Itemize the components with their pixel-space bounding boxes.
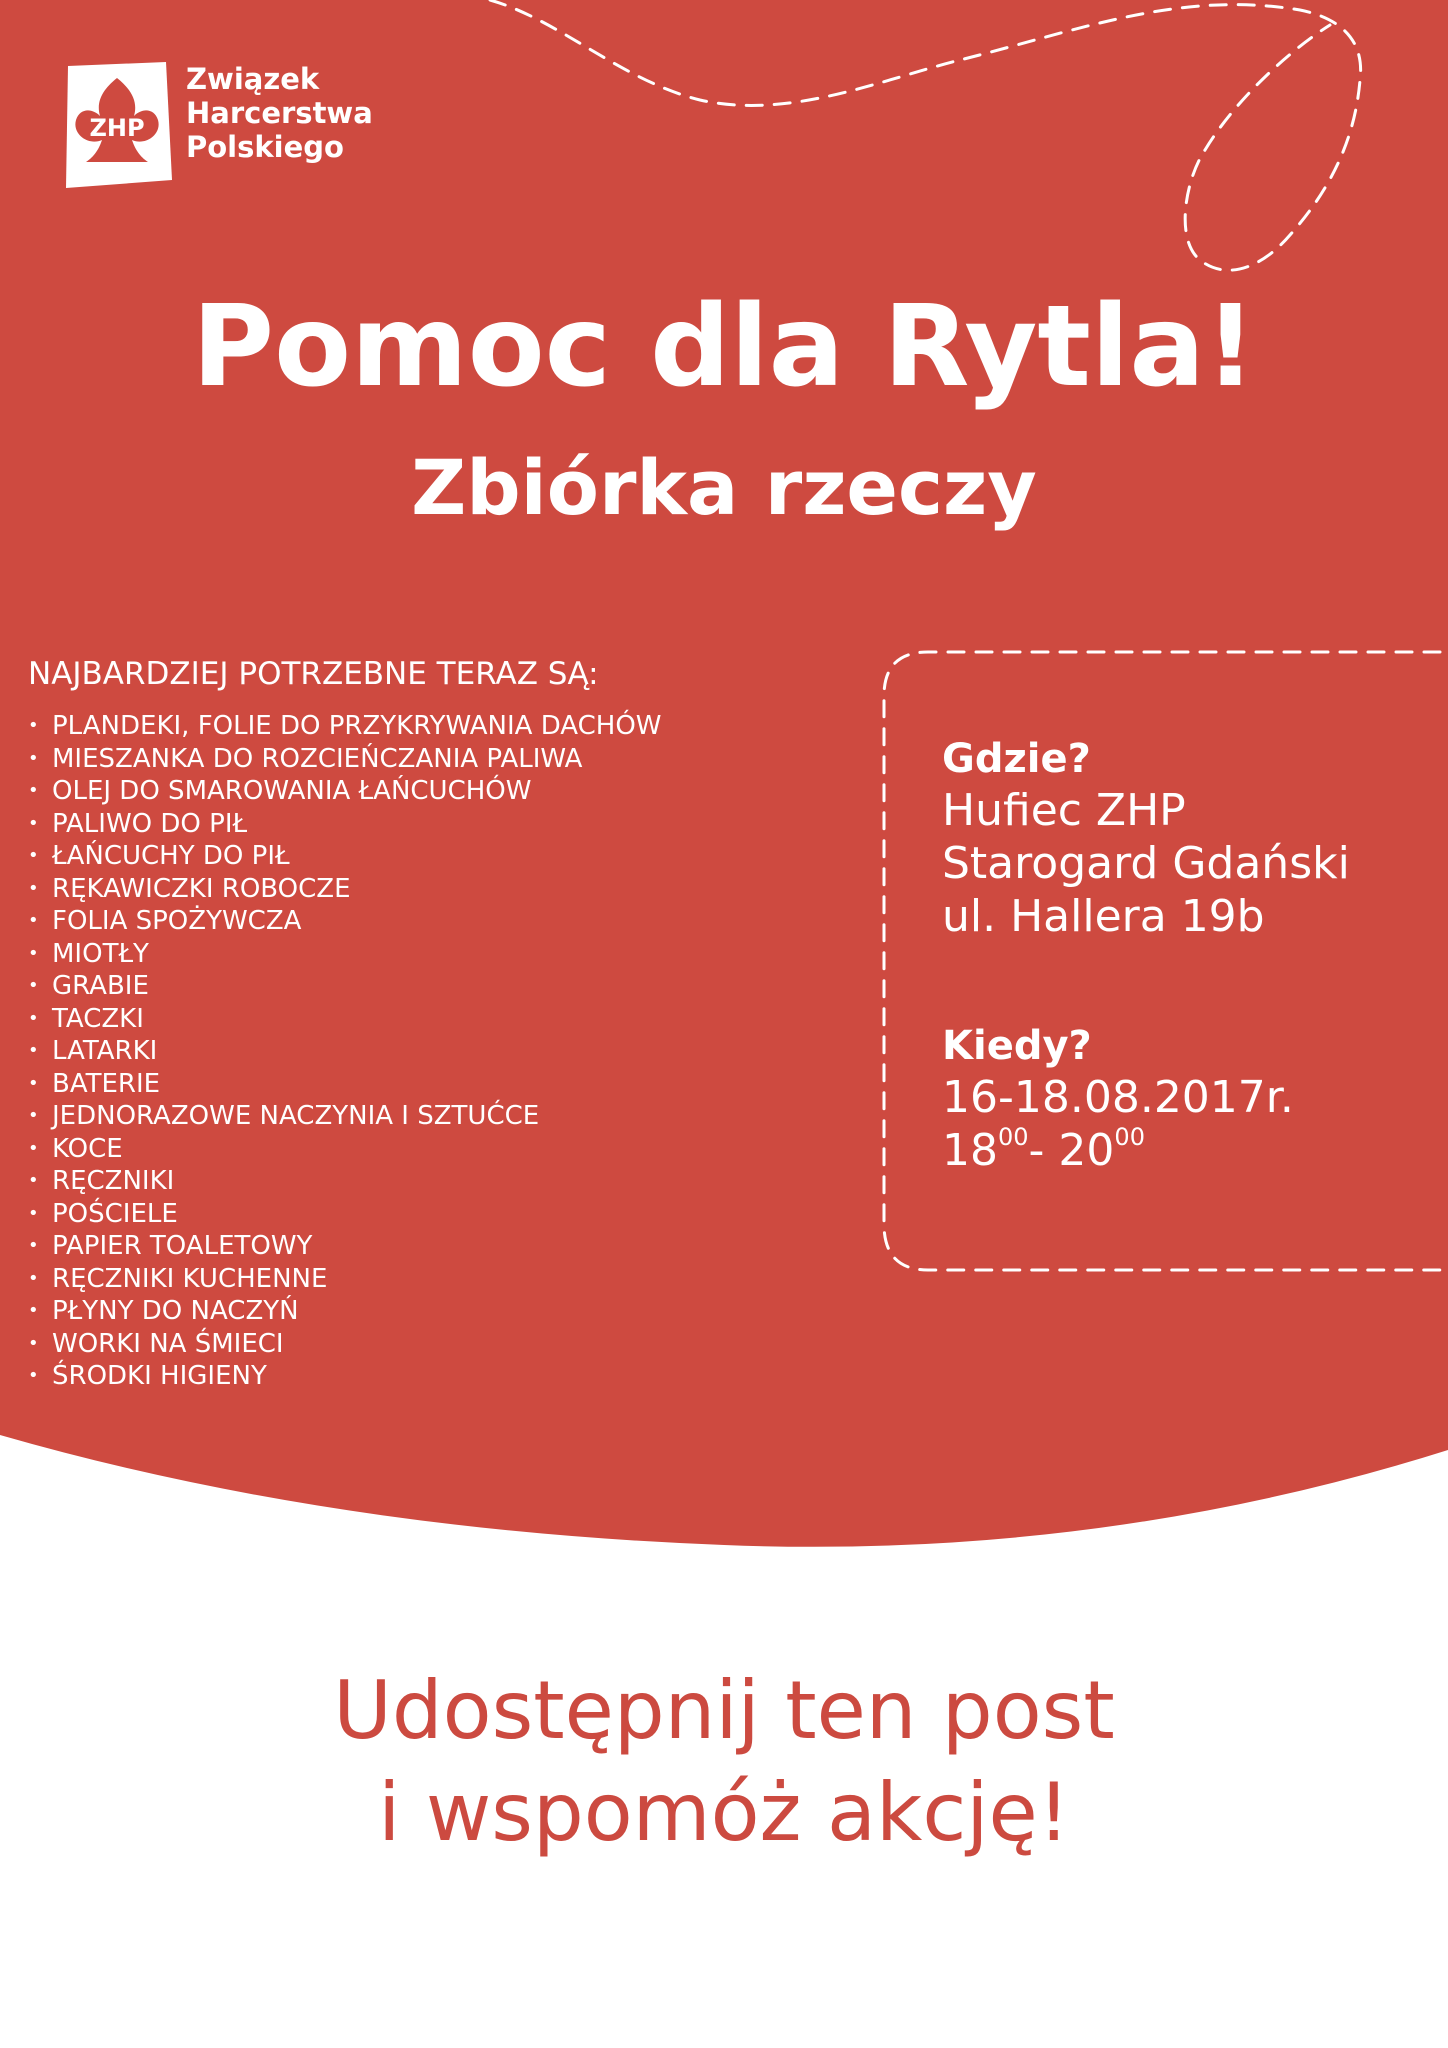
zhp-logo — [62, 62, 422, 192]
logo-line-2: Harcerstwa — [186, 96, 373, 130]
list-item: • LATARKI — [28, 1035, 662, 1068]
list-item: • RĘCZNIKI KUCHENNE — [28, 1263, 662, 1296]
where-label: Gdzie? — [942, 736, 1091, 782]
list-item: • TACZKI — [28, 1003, 662, 1036]
list-item: • KOCE — [28, 1133, 662, 1166]
cta-line-2: i wspomóż akcję! — [378, 1766, 1070, 1859]
svg-text:ZHP: ZHP — [89, 114, 145, 142]
info-box — [868, 648, 1448, 1276]
time-start-min: 00 — [998, 1123, 1029, 1151]
when-label: Kiedy? — [942, 1023, 1092, 1069]
logo-line-3: Polskiego — [186, 130, 344, 164]
needs-list — [28, 710, 662, 1393]
page-subtitle: Zbiórka rzeczy — [411, 443, 1037, 532]
list-item: • JEDNORAZOWE NACZYNIA I SZTUĆCE — [28, 1100, 662, 1133]
time-start-hour: 18 — [942, 1125, 998, 1176]
list-item: • PAPIER TOALETOWY — [28, 1230, 662, 1263]
where-line-1: Hufiec ZHP — [942, 785, 1186, 836]
time-separator: - — [1028, 1125, 1059, 1176]
list-item: • GRABIE — [28, 970, 662, 1003]
where-line-3: ul. Hallera 19b — [942, 891, 1265, 942]
fleur-de-lis-zhp-icon — [62, 62, 172, 190]
event-date: 16-18.08.2017r. — [942, 1072, 1294, 1123]
logo-line-1: Związek — [186, 62, 320, 96]
time-end-min: 00 — [1114, 1123, 1145, 1151]
list-item: • MIESZANKA DO ROZCIEŃCZANIA PALIWA — [28, 743, 662, 776]
info-text — [942, 734, 1350, 1177]
list-item: • BATERIE — [28, 1068, 662, 1101]
list-item: • ŁAŃCUCHY DO PIŁ — [28, 840, 662, 873]
logo-text — [186, 62, 373, 164]
list-item: • MIOTŁY — [28, 938, 662, 971]
list-item: • WORKI NA ŚMIECI — [28, 1328, 662, 1361]
list-item: • RĘKAWICZKI ROBOCZE — [28, 873, 662, 906]
cta-line-1: Udostępnij ten post — [333, 1664, 1115, 1757]
event-time — [942, 1124, 1350, 1177]
list-item: • PŁYNY DO NACZYŃ — [28, 1295, 662, 1328]
where-line-2: Starogard Gdański — [942, 838, 1350, 889]
list-item: • POŚCIELE — [28, 1198, 662, 1231]
needs-heading: NAJBARDZIEJ POTRZEBNE TERAZ SĄ: — [28, 656, 599, 692]
list-item: • PALIWO DO PIŁ — [28, 808, 662, 841]
list-item: • OLEJ DO SMAROWANIA ŁAŃCUCHÓW — [28, 775, 662, 808]
list-item: • RĘCZNIKI — [28, 1165, 662, 1198]
list-item: • PLANDEKI, FOLIE DO PRZYKRYWANIA DACHÓW — [28, 710, 662, 743]
time-end-hour: 20 — [1058, 1125, 1115, 1176]
page-title: Pomoc dla Rytla! — [192, 282, 1256, 412]
list-item: • ŚRODKI HIGIENY — [28, 1360, 662, 1393]
call-to-action — [0, 1660, 1448, 1864]
list-item: • FOLIA SPOŻYWCZA — [28, 905, 662, 938]
